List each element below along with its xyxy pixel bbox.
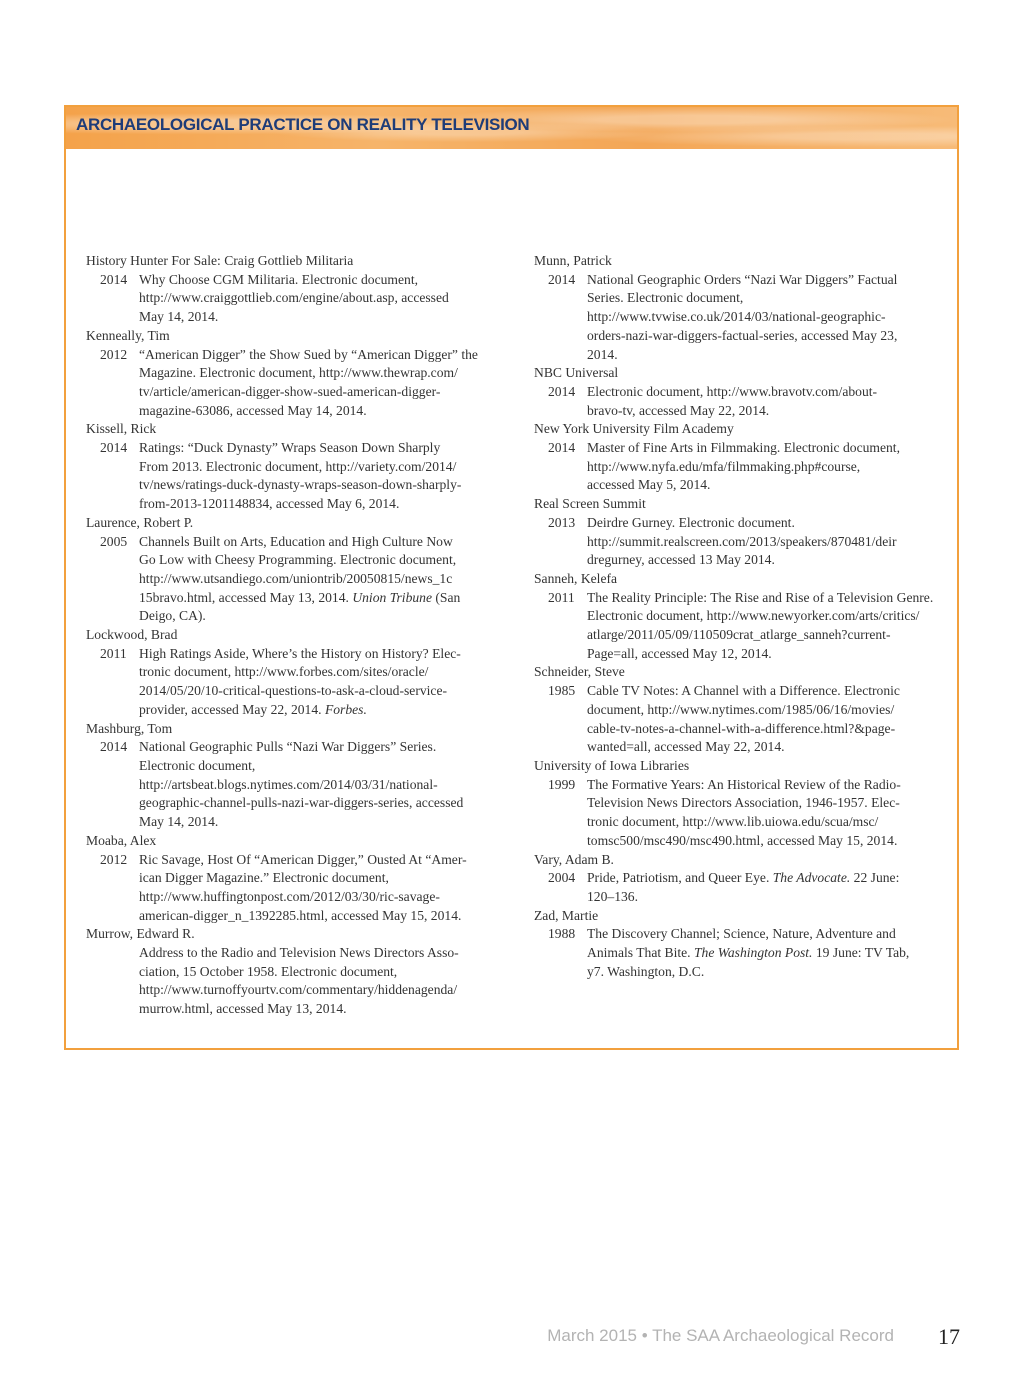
reference-line: http://summit.realscreen.com/2013/speakers/870481/deir bbox=[587, 533, 897, 549]
reference-entry bbox=[534, 420, 944, 495]
reference-author: Mashburg, Tom bbox=[86, 720, 173, 736]
reference-entry bbox=[534, 495, 944, 570]
page-number: 17 bbox=[938, 1324, 960, 1349]
reference-line: ciation, 15 October 1958. Electronic document, bbox=[139, 963, 398, 979]
reference-line: ican Digger Magazine.” Electronic document, bbox=[139, 870, 389, 886]
reference-author: Vary, Adam B. bbox=[534, 851, 614, 867]
reference-line: “American Digger” the Show Sued by “American Digger” the bbox=[139, 346, 478, 362]
reference-year: 2013 bbox=[548, 514, 576, 530]
reference-line: National Geographic Pulls “Nazi War Diggers” Series. bbox=[139, 739, 437, 755]
reference-line: wanted=all, accessed May 22, 2014. bbox=[587, 739, 785, 755]
reference-line: Electronic document, http://www.bravotv.com/about- bbox=[587, 383, 878, 399]
reference-line: Electronic document, http://www.newyorker.com/arts/critics/ bbox=[587, 608, 920, 624]
reference-line: National Geographic Orders “Nazi War Diggers” Factual bbox=[587, 271, 898, 287]
reference-author: Moaba, Alex bbox=[86, 832, 157, 848]
reference-line: american-digger_n_1392285.html, accessed May 15, 2014. bbox=[139, 907, 462, 923]
reference-line: Electronic document, bbox=[139, 757, 256, 773]
reference-line: from-2013-1201148834, accessed May 6, 2014. bbox=[139, 496, 400, 512]
reference-line: tronic document, http://www.forbes.com/sites/oracle/ bbox=[139, 664, 429, 680]
reference-line: 15bravo.html, accessed May 13, 2014. Union Tribune (San bbox=[139, 589, 461, 605]
reference-line: atlarge/2011/05/09/110509crat_atlarge_sanneh?current- bbox=[587, 627, 891, 643]
reference-line: provider, accessed May 22, 2014. Forbes. bbox=[139, 701, 367, 717]
reference-year: 2011 bbox=[548, 589, 575, 605]
reference-year: 2012 bbox=[100, 851, 128, 867]
reference-line: tomsc500/msc490/msc490.html, accessed May 15, 2014. bbox=[587, 832, 898, 848]
reference-line: From 2013. Electronic document, http://variety.com/2014/ bbox=[139, 458, 457, 474]
reference-line: tv/news/ratings-duck-dynasty-wraps-season-down-sharply- bbox=[139, 477, 462, 493]
reference-body bbox=[86, 944, 496, 1019]
reference-author: Sanneh, Kelefa bbox=[534, 570, 618, 586]
reference-line: Cable TV Notes: A Channel with a Difference. Electronic bbox=[587, 683, 900, 699]
reference-line: May 14, 2014. bbox=[139, 309, 219, 325]
reference-year: 2014 bbox=[100, 440, 128, 456]
reference-body bbox=[534, 869, 944, 906]
reference-year: 2012 bbox=[100, 346, 128, 362]
reference-year: 2011 bbox=[100, 645, 127, 661]
reference-line: http://www.utsandiego.com/uniontrib/20050815/news_1c bbox=[139, 570, 453, 586]
reference-body bbox=[534, 925, 944, 981]
reference-line: Ratings: “Duck Dynasty” Wraps Season Down Sharply bbox=[139, 440, 441, 456]
reference-body bbox=[534, 514, 944, 570]
reference-line: document, http://www.nytimes.com/1985/06/16/movies/ bbox=[587, 701, 895, 717]
reference-year: 2014 bbox=[548, 440, 576, 456]
reference-author: Schneider, Steve bbox=[534, 664, 625, 680]
reference-body bbox=[86, 645, 496, 720]
section-title: ARCHAEOLOGICAL PRACTICE ON REALITY TELEVISION bbox=[76, 115, 530, 134]
reference-publication: Forbes. bbox=[324, 701, 367, 717]
reference-line: http://www.nyfa.edu/mfa/filmmaking.php#course, bbox=[587, 458, 861, 474]
reference-line: Go Low with Cheesy Programming. Electronic document, bbox=[139, 552, 457, 568]
reference-year: 1999 bbox=[548, 776, 576, 792]
reference-line: Channels Built on Arts, Education and High Culture Now bbox=[139, 533, 453, 549]
reference-entry bbox=[86, 252, 496, 327]
reference-body bbox=[534, 776, 944, 851]
reference-author: NBC Universal bbox=[534, 365, 619, 381]
reference-year: 2014 bbox=[100, 739, 128, 755]
reference-entry bbox=[534, 570, 944, 664]
reference-line: y7. Washington, D.C. bbox=[587, 963, 705, 979]
reference-entry bbox=[534, 851, 944, 907]
reference-body bbox=[534, 271, 944, 365]
reference-publication: Union Tribune bbox=[352, 589, 432, 605]
reference-entry bbox=[534, 364, 944, 420]
reference-line: cable-tv-notes-a-channel-with-a-difference.html?&page- bbox=[587, 720, 896, 736]
reference-line: http://artsbeat.blogs.nytimes.com/2014/03/31/national- bbox=[139, 776, 438, 792]
reference-entry bbox=[86, 832, 496, 926]
reference-line: Deigo, CA). bbox=[139, 608, 206, 624]
reference-line: accessed May 5, 2014. bbox=[587, 477, 711, 493]
reference-year: 1988 bbox=[548, 926, 576, 942]
reference-entry bbox=[86, 327, 496, 421]
reference-line: The Reality Principle: The Rise and Rise of a Television Genre. bbox=[587, 589, 934, 605]
references-right-column bbox=[534, 252, 944, 981]
reference-line: 2014/05/20/10-critical-questions-to-ask-a-cloud-service- bbox=[139, 683, 448, 699]
reference-body bbox=[86, 346, 496, 421]
section-banner bbox=[66, 107, 957, 149]
reference-body bbox=[86, 738, 496, 832]
reference-entry bbox=[534, 907, 944, 982]
reference-line: The Discovery Channel; Science, Nature, Adventure and bbox=[587, 926, 896, 942]
reference-line: Address to the Radio and Television News Directors Asso- bbox=[139, 945, 459, 961]
reference-author: University of Iowa Libraries bbox=[534, 757, 690, 773]
reference-author: Zad, Martie bbox=[534, 907, 599, 923]
reference-publication: The Washington Post. bbox=[694, 945, 813, 961]
reference-entry bbox=[534, 757, 944, 851]
reference-line: tv/article/american-digger-show-sued-american-digger- bbox=[139, 383, 441, 399]
reference-body bbox=[86, 533, 496, 627]
reference-line: 120–136. bbox=[587, 888, 638, 904]
reference-line: magazine-63086, accessed May 14, 2014. bbox=[139, 402, 367, 418]
reference-year: 2014 bbox=[548, 383, 576, 399]
reference-line: Why Choose CGM Militaria. Electronic document, bbox=[139, 271, 418, 287]
reference-author: History Hunter For Sale: Craig Gottlieb Militaria bbox=[86, 253, 354, 268]
reference-line: tronic document, http://www.lib.uiowa.edu/scua/msc/ bbox=[587, 814, 879, 830]
reference-author: Munn, Patrick bbox=[534, 253, 612, 268]
reference-line: http://www.tvwise.co.uk/2014/03/national-geographic- bbox=[587, 309, 886, 325]
reference-author: Laurence, Robert P. bbox=[86, 514, 194, 530]
reference-line: dregurney, accessed 13 May 2014. bbox=[587, 552, 775, 568]
reference-body bbox=[534, 682, 944, 757]
references-left-column bbox=[86, 252, 496, 1019]
reference-year: 1985 bbox=[548, 683, 576, 699]
reference-year: 2014 bbox=[548, 271, 576, 287]
reference-line: Deirdre Gurney. Electronic document. bbox=[587, 514, 795, 530]
reference-author: Real Screen Summit bbox=[534, 496, 646, 512]
reference-line: Series. Electronic document, bbox=[587, 290, 744, 306]
reference-body bbox=[86, 439, 496, 514]
reference-year: 2004 bbox=[548, 870, 576, 886]
reference-line: Magazine. Electronic document, http://www.thewrap.com/ bbox=[139, 365, 458, 381]
reference-entry bbox=[534, 663, 944, 757]
reference-line: Animals That Bite. The Washington Post. 19 June: TV Tab, bbox=[587, 945, 910, 961]
reference-line: Pride, Patriotism, and Queer Eye. The Advocate. 22 June: bbox=[587, 870, 900, 886]
reference-line: 2014. bbox=[587, 346, 618, 362]
reference-entry bbox=[86, 720, 496, 832]
reference-author: Murrow, Edward R. bbox=[86, 926, 195, 942]
reference-body bbox=[534, 589, 944, 664]
reference-entry bbox=[534, 252, 944, 364]
reference-line: http://www.huffingtonpost.com/2012/03/30/ric-savage- bbox=[139, 888, 440, 904]
footer-journal-line: March 2015 • The SAA Archaeological Record bbox=[547, 1326, 894, 1345]
reference-line: Page=all, accessed May 12, 2014. bbox=[587, 645, 772, 661]
reference-author: Kenneally, Tim bbox=[86, 327, 170, 343]
reference-line: High Ratings Aside, Where’s the History on History? Elec- bbox=[139, 645, 461, 661]
reference-year: 2014 bbox=[100, 271, 128, 287]
reference-line: Ric Savage, Host Of “American Digger,” Ousted At “Amer- bbox=[139, 851, 467, 867]
reference-year: 2005 bbox=[100, 533, 128, 549]
reference-author: New York University Film Academy bbox=[534, 421, 734, 437]
reference-line: http://www.craiggottlieb.com/engine/about.asp, accessed bbox=[139, 290, 449, 306]
reference-line: orders-nazi-war-diggers-factual-series, accessed May 23, bbox=[587, 327, 898, 343]
reference-body bbox=[534, 383, 944, 420]
reference-body bbox=[86, 851, 496, 926]
reference-line: Television News Directors Association, 1946-1957. Elec- bbox=[587, 795, 900, 811]
reference-line: geographic-channel-pulls-nazi-war-diggers-series, accessed bbox=[139, 795, 464, 811]
reference-entry bbox=[86, 420, 496, 514]
reference-line: Master of Fine Arts in Filmmaking. Electronic document, bbox=[587, 440, 900, 456]
reference-entry bbox=[86, 925, 496, 1019]
reference-line: The Formative Years: An Historical Review of the Radio- bbox=[587, 776, 901, 792]
reference-line: murrow.html, accessed May 13, 2014. bbox=[139, 1001, 347, 1017]
reference-entry bbox=[86, 514, 496, 626]
reference-body bbox=[534, 439, 944, 495]
reference-line: bravo-tv, accessed May 22, 2014. bbox=[587, 402, 770, 418]
reference-line: http://www.turnoffyourtv.com/commentary/hiddenagenda/ bbox=[139, 982, 458, 998]
reference-author: Lockwood, Brad bbox=[86, 627, 178, 643]
reference-publication: The Advocate. bbox=[772, 870, 851, 886]
reference-line: May 14, 2014. bbox=[139, 814, 219, 830]
reference-author: Kissell, Rick bbox=[86, 421, 157, 437]
reference-body bbox=[86, 271, 496, 327]
reference-entry bbox=[86, 626, 496, 720]
